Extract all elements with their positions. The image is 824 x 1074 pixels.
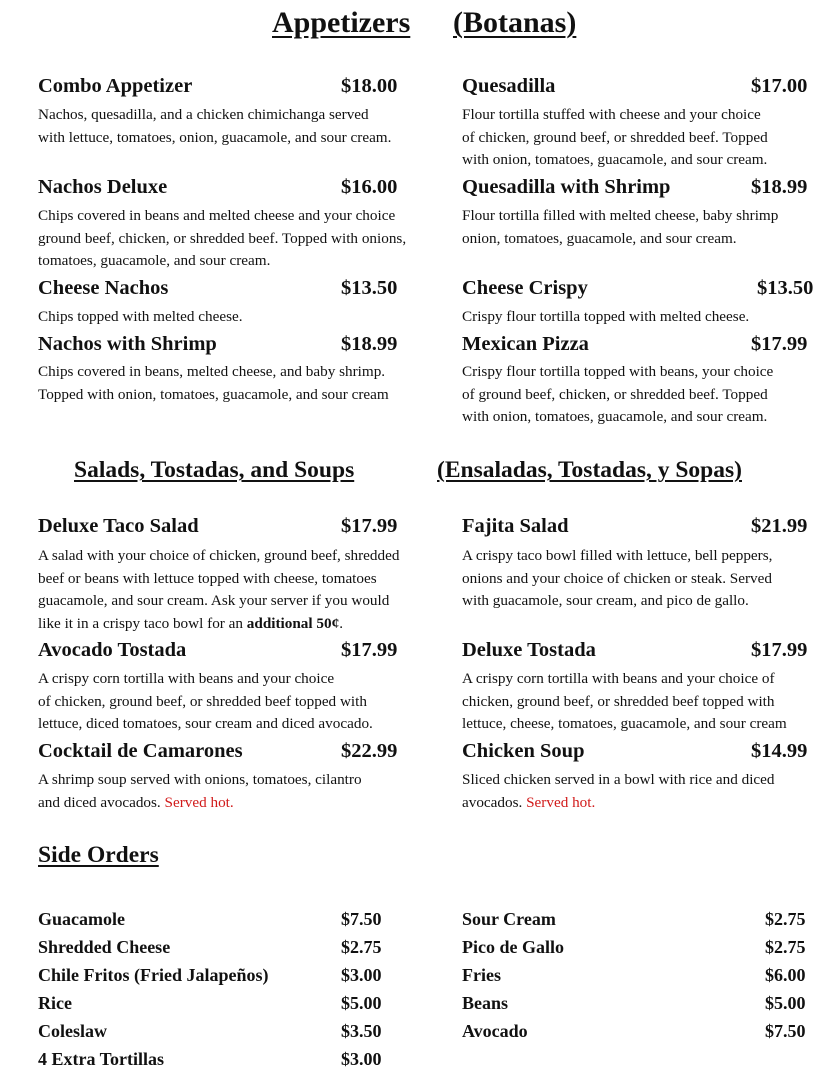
item-description xyxy=(38,205,453,273)
desc-line: ground beef, chicken, or shredded beef. Topped with onions, xyxy=(38,229,407,247)
item-description xyxy=(38,545,453,635)
item-name: Quesadilla xyxy=(462,75,556,97)
desc-line: with guacamole, sour cream, and pico de gallo. xyxy=(462,592,749,610)
item-description xyxy=(462,769,824,814)
item-description xyxy=(462,104,824,172)
desc-line: tomatoes, guacamole, and sour cream. xyxy=(38,252,271,270)
desc-line: chicken, ground beef, or shredded beef topped with xyxy=(462,692,775,710)
item-price: $14.99 xyxy=(751,740,808,762)
side-item-price: $3.00 xyxy=(341,965,382,985)
item-description xyxy=(462,361,824,429)
salads-heading: Salads, Tostadas, and Soups xyxy=(74,457,355,483)
item-price: $13.50 xyxy=(757,277,814,299)
side-item-name: 4 Extra Tortillas xyxy=(38,1049,165,1069)
desc-line: with onion, tomatoes, guacamole, and sour cream. xyxy=(462,151,768,169)
item-price: $16.00 xyxy=(341,176,398,198)
desc-line: A shrimp soup served with onions, tomatoes, cilantro xyxy=(38,771,362,788)
item-description xyxy=(462,205,824,250)
desc-line: guacamole, and sour cream. Ask your server if you would xyxy=(38,592,390,610)
item-price: $22.99 xyxy=(341,740,398,762)
desc-line: with lettuce, tomatoes, onion, guacamole, and sour cream. xyxy=(38,128,392,146)
item-name: Cheese Nachos xyxy=(38,277,169,299)
desc-line: A crispy taco bowl filled with lettuce, bell peppers, xyxy=(462,547,773,564)
desc-line: onions and your choice of chicken or steak. Served xyxy=(462,569,772,587)
item-price: $13.50 xyxy=(341,277,398,299)
desc-line: Flour tortilla stuffed with cheese and your choice xyxy=(462,106,761,123)
desc-text: . xyxy=(339,614,343,632)
additional-charge: additional 50¢ xyxy=(246,614,340,632)
side-item-name: Avocado xyxy=(462,1021,528,1041)
desc-line: A crispy corn tortilla with beans and your choice xyxy=(38,670,335,687)
side-item-name: Shredded Cheese xyxy=(38,937,171,957)
side-item-price: $2.75 xyxy=(765,937,806,957)
desc-text: avocados. xyxy=(462,793,527,811)
item-name: Deluxe Tostada xyxy=(462,639,596,661)
item-description xyxy=(38,104,453,149)
item-name: Combo Appetizer xyxy=(38,75,193,97)
item-name: Chicken Soup xyxy=(462,740,585,762)
item-name: Cocktail de Camarones xyxy=(38,740,243,762)
desc-text: like it in a crispy taco bowl for an xyxy=(38,614,247,632)
side-item-name: Sour Cream xyxy=(462,909,556,929)
item-description xyxy=(462,306,824,329)
desc-line: A crispy corn tortilla with beans and your choice of xyxy=(462,670,775,687)
desc-line: Flour tortilla filled with melted cheese, baby shrimp xyxy=(462,207,779,224)
desc-line: Topped with onion, tomatoes, guacamole, and sour cream xyxy=(38,385,389,403)
desc-line: lettuce, cheese, tomatoes, guacamole, and sour cream xyxy=(462,715,787,733)
item-description xyxy=(38,361,453,406)
item-name: Avocado Tostada xyxy=(38,639,187,661)
item-description xyxy=(38,668,453,736)
side-item-price: $3.50 xyxy=(341,1021,382,1041)
side-item-price: $3.00 xyxy=(341,1049,382,1069)
desc-line: Crispy flour tortilla topped with melted cheese. xyxy=(462,308,750,325)
item-name: Deluxe Taco Salad xyxy=(38,515,199,537)
item-name: Nachos with Shrimp xyxy=(38,333,217,355)
side-item-name: Pico de Gallo xyxy=(462,937,564,957)
item-description xyxy=(38,769,453,814)
served-hot-note: Served hot. xyxy=(164,793,234,811)
desc-line: Chips covered in beans, melted cheese, and baby shrimp. xyxy=(38,363,386,380)
side-item-name: Chile Fritos (Fried Jalapeños) xyxy=(38,965,269,985)
item-description xyxy=(38,306,453,329)
desc-line xyxy=(38,792,453,815)
side-item-name: Rice xyxy=(38,993,72,1013)
desc-line: Sliced chicken served in a bowl with rice and diced xyxy=(462,771,775,788)
side-item-price: $2.75 xyxy=(765,909,806,929)
appetizers-heading: Appetizers xyxy=(272,6,411,39)
side-item-price: $2.75 xyxy=(341,937,382,957)
side-item-price: $7.50 xyxy=(765,1021,806,1041)
desc-line: onion, tomatoes, guacamole, and sour cream. xyxy=(462,229,737,247)
desc-line: of chicken, ground beef, or shredded beef topped with xyxy=(38,692,367,710)
item-price: $21.99 xyxy=(751,515,808,537)
item-price: $17.99 xyxy=(341,515,398,537)
desc-line: of ground beef, chicken, or shredded beef. Topped xyxy=(462,385,768,403)
item-price: $17.00 xyxy=(751,75,808,97)
desc-line: beef or beans with lettuce topped with cheese, tomatoes xyxy=(38,569,377,587)
appetizers-heading-es: (Botanas) xyxy=(453,6,577,39)
side-item-price: $5.00 xyxy=(765,993,806,1013)
desc-line: Crispy flour tortilla topped with beans, your choice xyxy=(462,363,774,380)
item-name: Mexican Pizza xyxy=(462,333,589,355)
desc-line xyxy=(462,792,824,815)
item-price: $18.00 xyxy=(341,75,398,97)
item-price: $18.99 xyxy=(751,176,808,198)
item-price: $17.99 xyxy=(751,333,808,355)
served-hot-note: Served hot. xyxy=(526,793,596,811)
item-name: Quesadilla with Shrimp xyxy=(462,176,671,198)
side-item-name: Fries xyxy=(462,965,501,985)
item-name: Cheese Crispy xyxy=(462,277,588,299)
side-item-price: $6.00 xyxy=(765,965,806,985)
item-description xyxy=(462,545,824,613)
desc-line xyxy=(38,613,453,636)
desc-text: and diced avocados. xyxy=(38,793,165,811)
desc-line: Chips covered in beans and melted cheese and your choice xyxy=(38,207,396,224)
side-item-price: $7.50 xyxy=(341,909,382,929)
side-item-name: Guacamole xyxy=(38,909,125,929)
menu-item xyxy=(38,75,192,98)
item-price: $17.99 xyxy=(341,639,398,661)
desc-line: A salad with your choice of chicken, ground beef, shredded xyxy=(38,547,400,564)
side-item-name: Beans xyxy=(462,993,509,1013)
desc-line: Nachos, quesadilla, and a chicken chimichanga served xyxy=(38,106,369,123)
item-description xyxy=(462,668,824,736)
item-name: Fajita Salad xyxy=(462,515,569,537)
item-name: Nachos Deluxe xyxy=(38,176,168,198)
desc-line: Chips topped with melted cheese. xyxy=(38,308,243,325)
desc-line: of chicken, ground beef, or shredded beef. Topped xyxy=(462,128,768,146)
salads-heading-es: (Ensaladas, Tostadas, y Sopas) xyxy=(437,457,742,483)
side-item-name: Coleslaw xyxy=(38,1021,107,1041)
side-item-price: $5.00 xyxy=(341,993,382,1013)
side-orders-heading: Side Orders xyxy=(38,842,159,868)
item-price: $18.99 xyxy=(341,333,398,355)
desc-line: lettuce, diced tomatoes, sour cream and diced avocado. xyxy=(38,715,373,733)
desc-line: with onion, tomatoes, guacamole, and sour cream. xyxy=(462,408,768,426)
item-price: $17.99 xyxy=(751,639,808,661)
